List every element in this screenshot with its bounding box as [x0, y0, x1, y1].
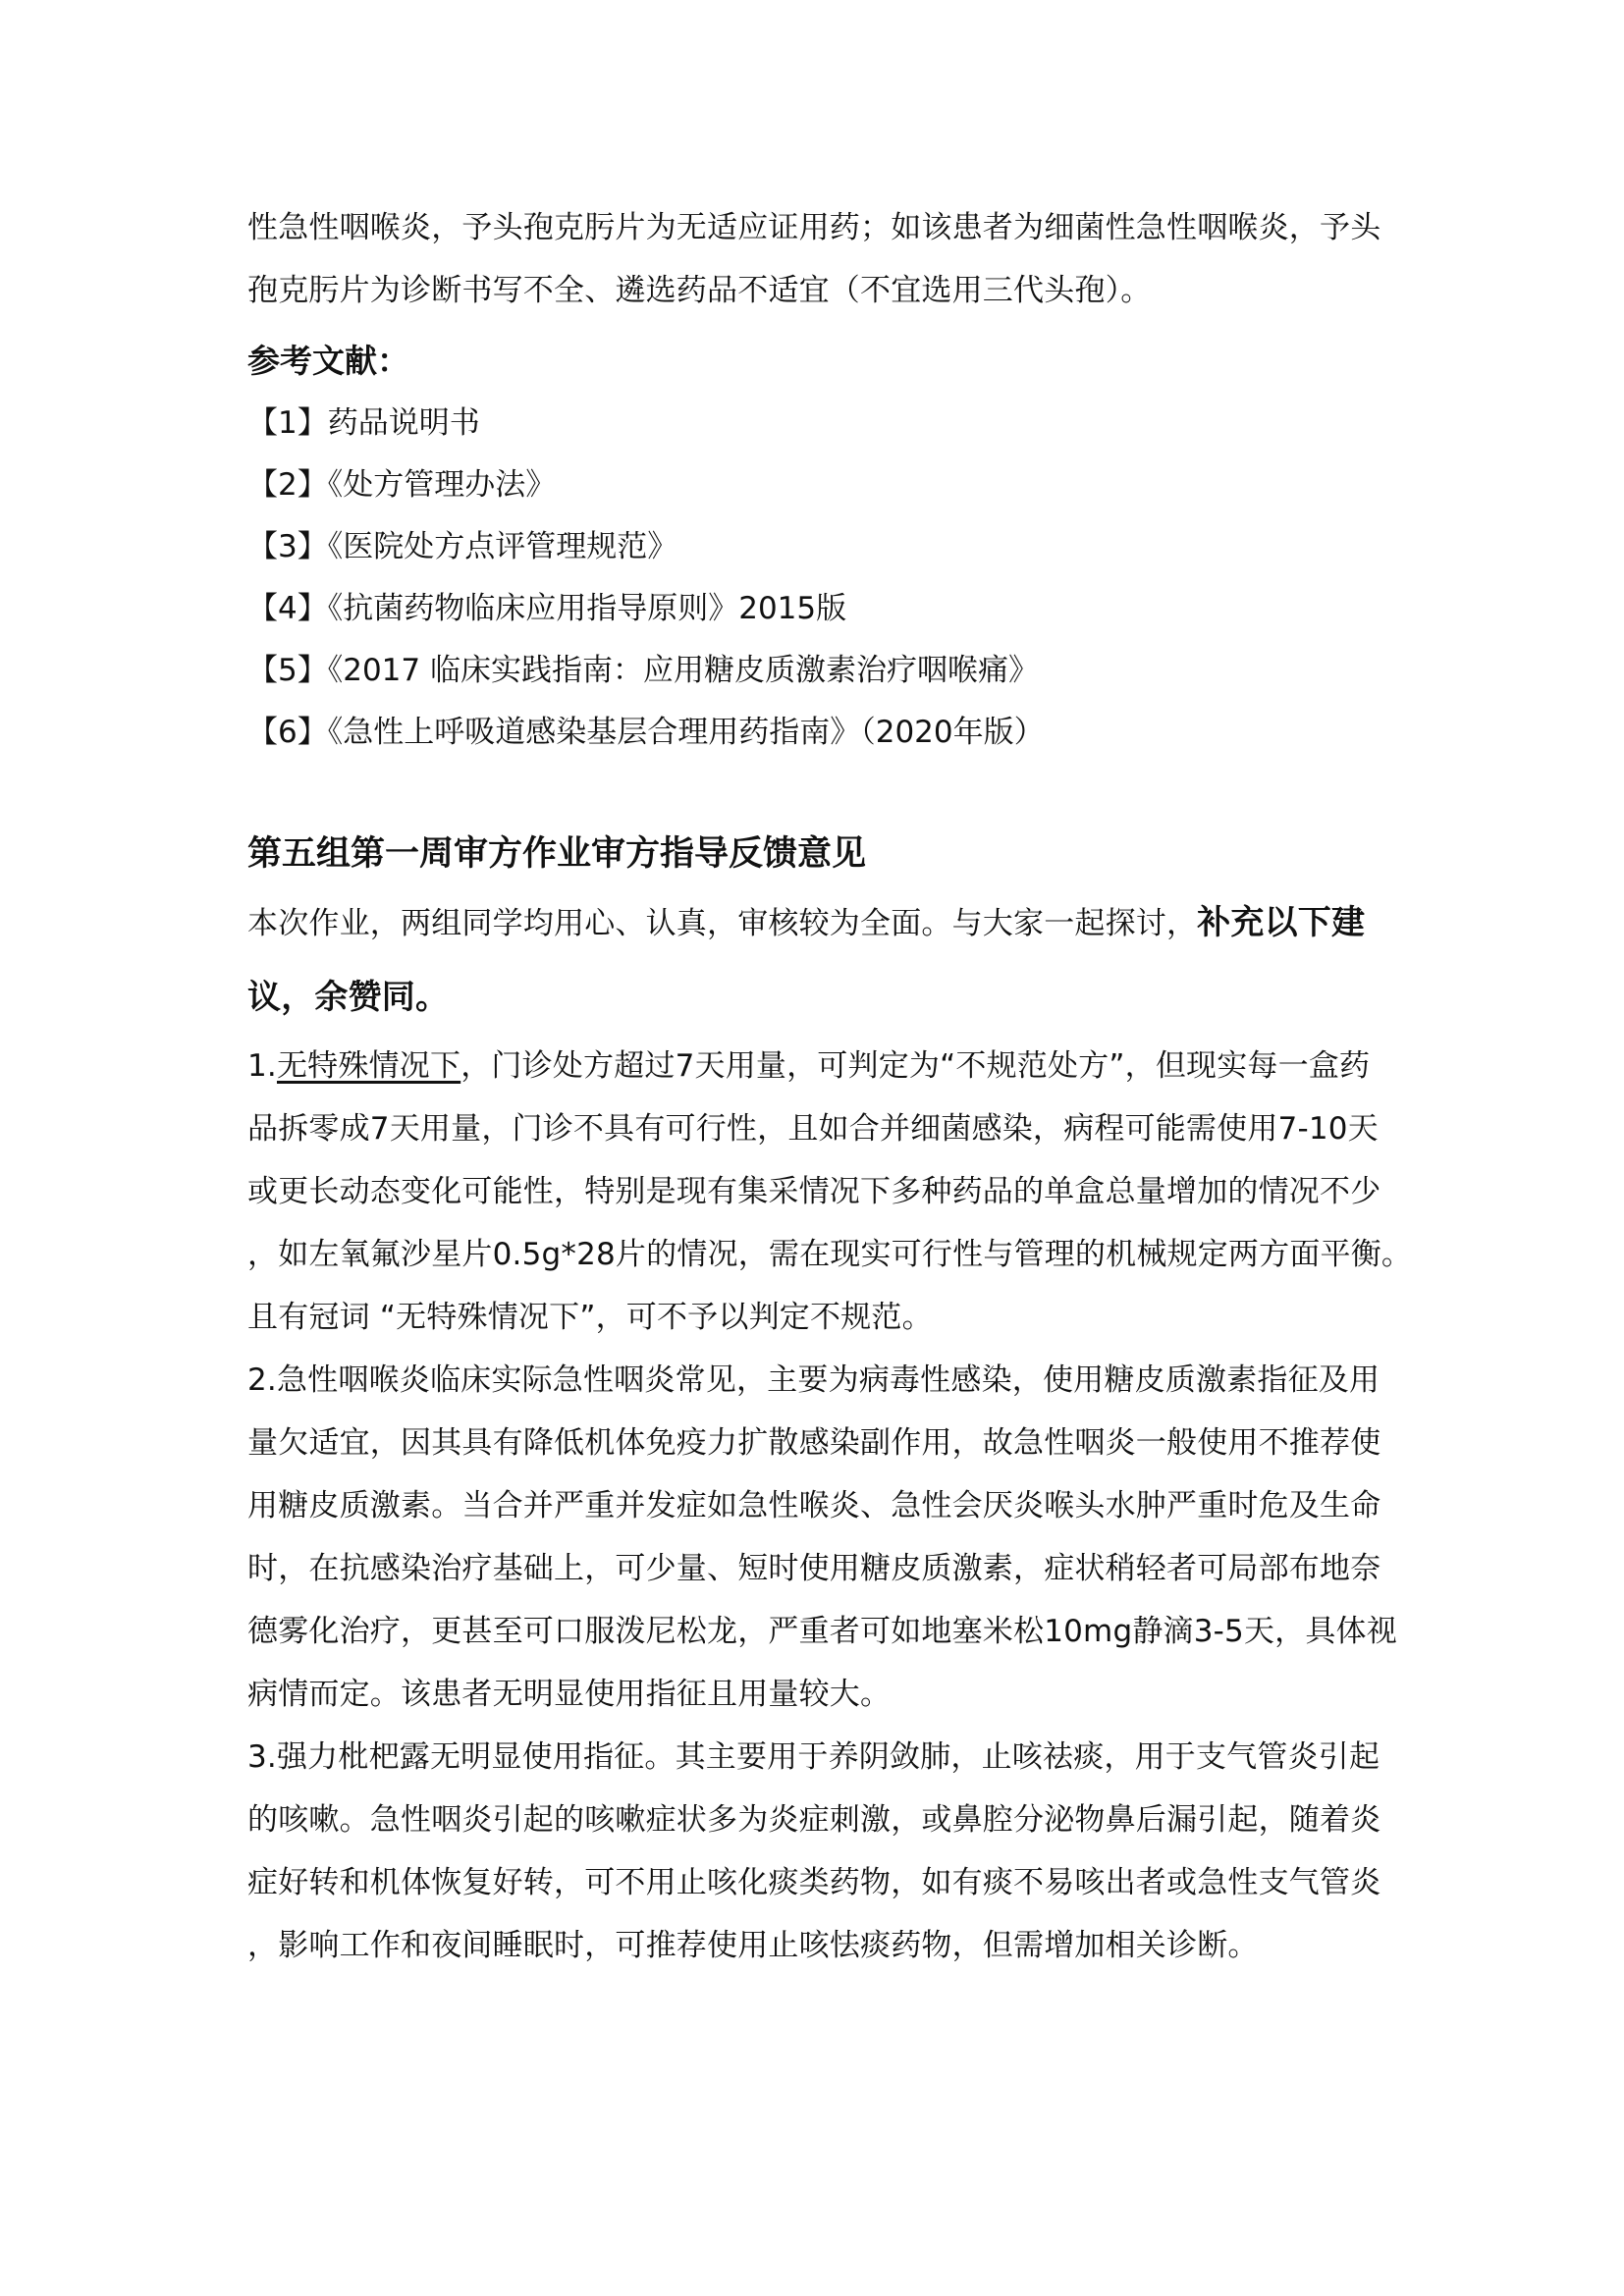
paragraph-1-line: 或更长动态变化可能性，特别是现有集采情况下多种药品的单盒总量增加的情况不少: [247, 1174, 1381, 1209]
paragraph-1-underlined: 无特殊情况下: [276, 1048, 461, 1084]
intro-line: 孢克肟片为诊断书写不全、遴选药品不适宜（不宜选用三代头孢）。: [247, 273, 1152, 308]
reference-item: 【5】《2017 临床实践指南：应用糖皮质激素治疗咽喉痛》: [247, 653, 1039, 688]
paragraph-1-text: ，门诊处方超过7天用量，可判定为“不规范处方”，但现实每一盒药: [460, 1048, 1371, 1084]
paragraph-2-line: 用糖皮质激素。当合并严重并发症如急性喉炎、急性会厌炎喉头水肿严重时危及生命: [247, 1488, 1381, 1523]
feedback-intro-bold: 议，余赞同。: [247, 978, 450, 1017]
paragraph-2-line: 病情而定。该患者无明显使用指征且用量较大。: [247, 1677, 892, 1712]
references-heading: 参考文献：: [247, 342, 409, 380]
paragraph-1-line: 且有冠词 “无特殊情况下”，可不予以判定不规范。: [247, 1300, 933, 1335]
intro-line: 性急性咽喉炎，予头孢克肟片为无适应证用药；如该患者为细菌性急性咽喉炎，予头: [247, 210, 1381, 245]
paragraph-2-line: 时，在抗感染治疗基础上，可少量、短时使用糖皮质激素，症状稍轻者可局部布地奈: [247, 1551, 1381, 1586]
document-page: [247, 196, 1413, 1977]
reference-item: 【6】《急性上呼吸道感染基层合理用药指南》（2020年版）: [247, 715, 1045, 750]
feedback-intro-line: [247, 885, 1386, 960]
paragraph-3-line: 症好转和机体恢复好转，可不用止咳化痰类药物，如有痰不易咳出者或急性支气管炎: [247, 1865, 1381, 1900]
paragraph-1-line: ，如左氧氟沙星片0.5g*28片的情况，需在现实可行性与管理的机械规定两方面平衡。: [247, 1237, 1413, 1272]
paragraph-3-line: 3.强力枇杷露无明显使用指征。其主要用于养阴敛肺，止咳祛痰，用于支气管炎引起: [247, 1739, 1380, 1775]
paragraph-3-line: ，影响工作和夜间睡眠时，可推荐使用止咳怯痰药物，但需增加相关诊断。: [247, 1928, 1259, 1963]
feedback-intro-line: [247, 960, 1386, 1035]
paragraph-2-line: 2.急性咽喉炎临床实际急性咽炎常见，主要为病毒性感染，使用糖皮质激素指征及用: [247, 1362, 1380, 1398]
feedback-intro-bold: 补充以下建: [1197, 903, 1366, 942]
reference-item: 【3】《医院处方点评管理规范》: [247, 529, 678, 564]
paragraph-1-line: [247, 1035, 1386, 1097]
feedback-title: 第五组第一周审方作业审方指导反馈意见: [247, 834, 867, 874]
feedback-intro-text: 本次作业，两组同学均用心、认真，审核较为全面。与大家一起探讨，: [247, 906, 1198, 941]
paragraph-2-line: 德雾化治疗，更甚至可口服泼尼松龙，严重者可如地塞米松10mg静滴3-5天，具体视: [247, 1614, 1397, 1649]
paragraph-2-line: 量欠适宜，因其具有降低机体免疫力扩散感染副作用，故急性咽炎一般使用不推荐使: [247, 1425, 1381, 1461]
reference-item: 【2】《处方管理办法》: [247, 467, 557, 503]
reference-item: 【1】药品说明书: [247, 405, 480, 441]
paragraph-1-prefix: 1.: [247, 1048, 277, 1084]
paragraph-3-line: 的咳嗽。急性咽炎引起的咳嗽症状多为炎症刺激，或鼻腔分泌物鼻后漏引起，随着炎: [247, 1802, 1381, 1838]
reference-item: 【4】《抗菌药物临床应用指导原则》2015版: [247, 591, 847, 626]
paragraph-1-line: 品拆零成7天用量，门诊不具有可行性，且如合并细菌感染，病程可能需使用7-10天: [247, 1111, 1379, 1147]
